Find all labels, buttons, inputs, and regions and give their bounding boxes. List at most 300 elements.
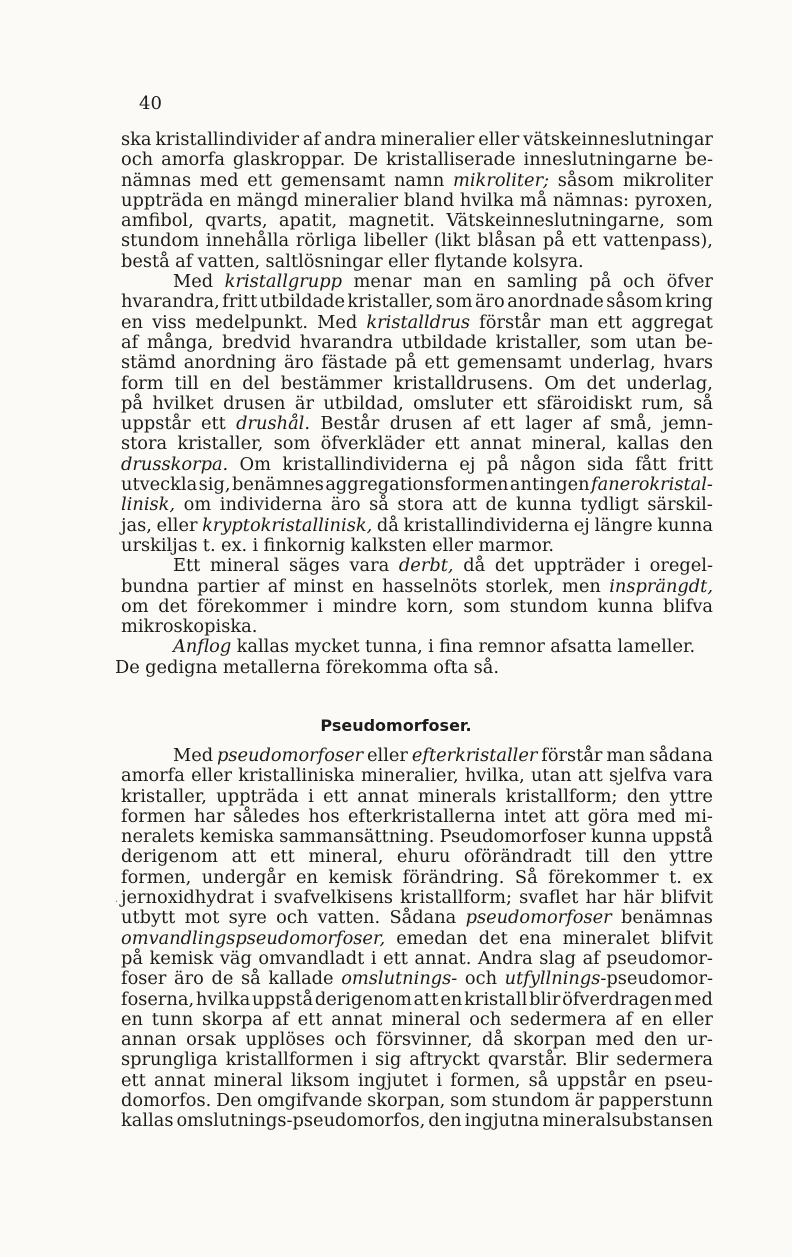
word: saltlösningar <box>265 250 383 272</box>
word: omslutnings-pseudomorfos, <box>176 1110 426 1132</box>
word: Så <box>514 866 538 888</box>
word: och <box>276 907 309 929</box>
word: en <box>634 1069 657 1091</box>
word: vara <box>349 555 390 577</box>
word: ofta <box>433 656 469 678</box>
word: foser <box>121 968 167 990</box>
word: liksom <box>290 1069 350 1091</box>
word: kalksten <box>350 534 427 556</box>
word: mikroliter <box>622 169 713 191</box>
word: i <box>252 534 259 556</box>
word: anordnade <box>507 291 604 313</box>
word: många, <box>146 331 214 353</box>
word: omgifvande <box>257 1090 363 1112</box>
word: innehålla <box>205 230 290 252</box>
word: mikroskopiska. <box>121 616 258 638</box>
word: viss <box>152 311 187 333</box>
text-line <box>121 211 713 231</box>
word: förstår <box>541 745 603 766</box>
text-line <box>121 949 713 969</box>
word: i <box>428 636 434 658</box>
word: mineralier, <box>360 765 459 787</box>
word: mängd <box>236 189 299 211</box>
word: drusen <box>389 413 453 435</box>
word: derbt, <box>398 555 454 577</box>
word: ena <box>518 927 552 949</box>
word: neralets <box>121 826 195 848</box>
word: kallade <box>268 968 334 990</box>
word: äro <box>330 494 361 516</box>
word: annat <box>331 1008 383 1030</box>
word: individerna <box>219 494 323 516</box>
word: medelpunkt. <box>195 311 309 333</box>
word: af <box>302 129 321 150</box>
word: förekommer <box>548 866 659 888</box>
word: då <box>481 1029 504 1051</box>
word: i <box>370 947 377 969</box>
word: omvandlingspseudomorfoser, <box>121 927 386 949</box>
word: Vätskeinneslutningarne, <box>446 210 665 232</box>
word: försvinner, <box>376 1029 473 1051</box>
text-line <box>121 374 713 394</box>
word: så <box>693 392 713 414</box>
word: fritt <box>677 453 713 475</box>
word: som <box>435 291 473 313</box>
word: glaskroppar. <box>232 149 346 171</box>
word: pyroxen, <box>634 189 713 211</box>
word: be- <box>685 149 713 171</box>
word: tydligt <box>580 494 639 516</box>
word: och <box>121 149 154 171</box>
word: som <box>273 433 311 455</box>
text-line <box>121 1050 713 1070</box>
word: kunna <box>597 595 654 617</box>
word: blir <box>529 988 561 1010</box>
word: kristallindivider <box>155 129 299 150</box>
text-line <box>121 231 713 251</box>
word: utbytt <box>121 907 176 929</box>
word: pseudomorfoser <box>465 907 612 929</box>
word: har <box>194 805 225 827</box>
word: mineralier <box>380 129 475 150</box>
word: kemiska <box>199 826 275 848</box>
word: andra <box>323 129 377 150</box>
word: ingjutna <box>464 1110 540 1132</box>
word: man <box>423 271 462 293</box>
word: kemisk <box>328 866 393 888</box>
text-line <box>121 455 713 475</box>
word: stora <box>397 494 444 516</box>
word: sjelfva <box>608 765 668 787</box>
word: således <box>232 805 300 827</box>
word: en <box>121 311 143 333</box>
word: ej <box>459 453 476 475</box>
word: kolsyra. <box>512 250 584 272</box>
word: med <box>199 169 239 191</box>
word: amfibol, <box>121 210 194 232</box>
word: ett <box>434 433 460 455</box>
word: och <box>334 1029 367 1051</box>
text-line <box>121 292 713 312</box>
word: att <box>413 988 439 1010</box>
word: på <box>394 352 417 374</box>
word: de <box>211 968 234 990</box>
word: Blir <box>575 1049 609 1071</box>
text-line <box>121 272 713 292</box>
word: Ett <box>173 555 201 577</box>
word: mineral <box>209 555 280 577</box>
word: underlag, <box>626 372 713 394</box>
text-line <box>121 766 713 786</box>
word: libeller <box>363 230 428 252</box>
word: äro <box>283 352 314 374</box>
word <box>505 969 713 989</box>
word: en <box>121 1008 143 1030</box>
word: gemensamt <box>456 352 562 374</box>
word: annat. <box>414 947 472 969</box>
word: gedigna <box>145 656 218 678</box>
word: anordning <box>183 352 277 374</box>
word: man <box>606 745 646 766</box>
word: De <box>353 149 379 171</box>
word: den <box>626 785 661 807</box>
word: förändring. <box>402 866 505 888</box>
italic-word: utfyllnings <box>504 968 601 990</box>
word: drushål. <box>236 413 311 435</box>
word: fritt <box>222 291 258 313</box>
word: af <box>582 413 600 435</box>
word: mineral, <box>308 846 384 868</box>
word: intet <box>503 805 546 827</box>
word: metallerna <box>222 656 321 678</box>
text-line <box>121 969 713 989</box>
text-line <box>121 617 713 637</box>
word: är <box>574 1090 594 1112</box>
word: namn <box>393 169 445 191</box>
word: kallas <box>121 1110 174 1132</box>
word: vatten, <box>197 250 261 272</box>
word: med <box>595 1029 635 1051</box>
page-number: 40 <box>139 93 162 114</box>
word: mi- <box>684 805 713 827</box>
text-line <box>115 658 707 678</box>
word: ett <box>490 413 515 435</box>
text-line <box>121 333 713 353</box>
word: oregel- <box>649 555 713 577</box>
word: fästade <box>321 352 388 374</box>
word: efterkristallerna <box>348 805 496 827</box>
word: eller <box>367 745 408 766</box>
word: kunna <box>657 514 713 536</box>
word: minerals <box>417 785 497 807</box>
word: hvarandra, <box>121 291 220 313</box>
word: vattenpass), <box>603 230 713 252</box>
text-block-upper <box>115 129 713 678</box>
word: underlag, <box>568 352 656 374</box>
word: har <box>585 887 617 909</box>
word: af <box>271 1008 289 1030</box>
word: till <box>584 846 610 868</box>
text-line <box>121 1091 713 1111</box>
text-line <box>121 556 713 576</box>
word: formen <box>121 805 186 827</box>
word: af <box>121 331 139 353</box>
word: kallas <box>236 636 290 658</box>
word: sida <box>586 453 624 475</box>
word: af <box>582 947 600 969</box>
text-line <box>121 434 713 454</box>
text-line <box>121 827 713 847</box>
word: papperstunn <box>598 1090 713 1112</box>
word: lager <box>525 413 573 435</box>
word: på <box>486 453 509 475</box>
word: (likt <box>434 230 471 252</box>
word: partier <box>197 575 260 597</box>
word: yttre <box>669 846 713 868</box>
text-line <box>121 313 713 333</box>
word: vara <box>673 765 713 787</box>
word: mineral <box>213 1069 283 1091</box>
word: Med <box>173 745 214 766</box>
word: nämnas: <box>552 189 629 211</box>
text-line <box>121 536 713 556</box>
word: på <box>121 392 143 414</box>
word: som <box>676 210 713 232</box>
word: så <box>369 494 389 516</box>
word: gemensamt <box>280 169 386 191</box>
word: och <box>622 271 656 293</box>
word: de <box>485 494 508 516</box>
word: aggregationsformen <box>325 474 509 496</box>
word: pseu- <box>664 1069 713 1091</box>
word: kristallformen <box>225 1049 354 1071</box>
word: på <box>589 271 612 293</box>
text-line <box>121 191 713 211</box>
word: blifva <box>662 595 713 617</box>
word: längre <box>594 514 653 536</box>
word: Pseudomorfoser <box>439 826 586 848</box>
word: i <box>361 1049 368 1071</box>
word: att <box>577 765 603 787</box>
word: det <box>478 927 508 949</box>
word: fått <box>635 453 667 475</box>
word: på <box>121 947 143 969</box>
word: lameller. <box>617 636 696 658</box>
word: att <box>231 846 257 868</box>
text-line <box>121 252 713 272</box>
word: kristall <box>464 988 528 1010</box>
word: kemisk <box>149 947 214 969</box>
word: stundom <box>121 230 200 252</box>
word: yttre <box>669 785 713 807</box>
section-heading: Pseudomorfoser. <box>320 716 472 735</box>
word: sådana <box>649 745 713 766</box>
word: jemn- <box>662 413 713 435</box>
text-line <box>121 847 713 867</box>
word: vätskeinneslutningar <box>523 129 713 150</box>
text-line <box>121 353 713 373</box>
word: förekomma <box>325 656 428 678</box>
word: omvandladt <box>258 947 365 969</box>
word: kunna <box>590 826 647 848</box>
word: den <box>428 1110 462 1132</box>
word: sedermera <box>616 1049 713 1071</box>
word: är <box>294 392 314 414</box>
word: storlek, <box>485 575 554 597</box>
word: det <box>586 372 616 394</box>
word: Anflog <box>173 636 232 658</box>
word: kristallform; <box>400 887 512 909</box>
word: mycket <box>294 636 360 658</box>
word: såsom <box>606 291 663 313</box>
word: kristaller, <box>177 433 264 455</box>
text-line <box>121 807 713 827</box>
word: att <box>554 805 580 827</box>
word: amorfa <box>121 765 185 787</box>
text-line <box>121 597 713 617</box>
word: sfäroidiskt <box>536 392 633 414</box>
word: af <box>175 250 193 272</box>
word: ett <box>502 392 528 414</box>
word: uppträda <box>216 785 299 807</box>
word: eller <box>432 534 473 556</box>
word: samling <box>507 271 578 293</box>
word: jas, <box>121 514 152 536</box>
word: uppstå <box>651 826 713 848</box>
word: kristaller, <box>495 331 582 353</box>
word: då <box>376 514 399 536</box>
word: ingjutet <box>357 1069 429 1091</box>
word: korn, <box>406 595 454 617</box>
word: man <box>549 311 589 333</box>
word: någon <box>520 453 576 475</box>
word: formen, <box>450 1069 521 1091</box>
word: insprängdt, <box>609 575 713 597</box>
word: kristalldrusens. <box>392 372 534 394</box>
word: drusskorpa. <box>121 453 229 475</box>
word: ej <box>573 514 590 536</box>
word: på <box>542 230 565 252</box>
word: amorfa <box>161 149 225 171</box>
word: små, <box>609 413 653 435</box>
word: ett <box>571 230 597 252</box>
word: eller <box>388 250 429 272</box>
word: benämnas <box>620 907 713 929</box>
word: ska <box>121 129 152 150</box>
word: remnor <box>478 636 545 658</box>
word: göra <box>587 805 629 827</box>
word: kristallgrupp <box>224 271 342 293</box>
word: ett <box>424 352 450 374</box>
word: eller <box>191 765 232 787</box>
word: orsak <box>186 1029 236 1051</box>
word: hos <box>308 805 340 827</box>
word: hvilka, <box>464 765 525 787</box>
text-block-lower <box>121 746 713 1132</box>
word: den <box>622 846 657 868</box>
word: en <box>641 1008 664 1030</box>
word: slag <box>539 947 577 969</box>
text-line <box>121 394 713 414</box>
word: Om <box>239 453 271 475</box>
text-line <box>121 1010 713 1030</box>
word: utbildad, <box>323 392 404 414</box>
word: utan <box>530 765 572 787</box>
word: bestå <box>121 250 170 272</box>
word: t. <box>202 534 216 556</box>
word: mineralier <box>304 189 399 211</box>
text-line <box>121 908 713 928</box>
word: stämd <box>121 352 177 374</box>
word: skorpa <box>201 1008 264 1030</box>
word: apatit, <box>278 210 338 232</box>
text-line <box>121 1030 713 1050</box>
word: drusen <box>223 392 286 414</box>
word: hvilket <box>152 392 214 414</box>
word: kryptokristallinisk, <box>202 514 373 536</box>
word: eller <box>671 1008 713 1030</box>
word: ett <box>597 311 623 333</box>
word: inneslutningarne <box>523 149 678 171</box>
word: det <box>494 555 524 577</box>
word: magnetit. <box>348 210 435 232</box>
word: så. <box>473 656 499 678</box>
text-line <box>121 150 713 170</box>
word: annan <box>121 1029 177 1051</box>
word: förstår <box>479 311 541 333</box>
word: jernoxidhydrat <box>121 887 254 909</box>
word: ett <box>121 1069 146 1091</box>
word: annat <box>357 785 409 807</box>
word: stora <box>121 433 168 455</box>
word: hasselnöts <box>382 575 478 597</box>
word: aggregat <box>631 311 713 333</box>
word: en <box>209 372 232 394</box>
word: i <box>634 555 640 577</box>
word: här <box>623 887 654 909</box>
text-line <box>121 888 713 908</box>
word: en <box>473 271 496 293</box>
word: utbildade <box>259 291 345 313</box>
word: stundom <box>491 1090 570 1112</box>
word: ett <box>383 947 408 969</box>
text-line <box>121 1111 713 1131</box>
text-line <box>121 787 713 807</box>
word: hvilka <box>459 189 515 211</box>
word: blifvit <box>660 927 713 949</box>
word: ex <box>692 866 713 888</box>
word: säges <box>289 555 340 577</box>
word: ett <box>270 846 295 868</box>
word: sig, <box>198 474 231 496</box>
word: qvarts, <box>205 210 268 232</box>
word: -pseudomor- <box>600 968 713 990</box>
word: utan <box>635 331 677 353</box>
word: som <box>463 595 501 617</box>
word: fina <box>439 636 474 658</box>
word: äro <box>174 968 204 990</box>
word: öfver <box>666 271 713 293</box>
word: ex. <box>220 534 248 556</box>
word: sprungliga <box>121 1049 218 1071</box>
word: mineralet <box>562 927 650 949</box>
word: be- <box>684 331 713 353</box>
word: finkornig <box>263 534 346 556</box>
word: kunna <box>516 494 572 516</box>
word: ett <box>200 413 226 435</box>
word: bundna <box>121 575 189 597</box>
word: kristallindividerna <box>403 514 570 536</box>
